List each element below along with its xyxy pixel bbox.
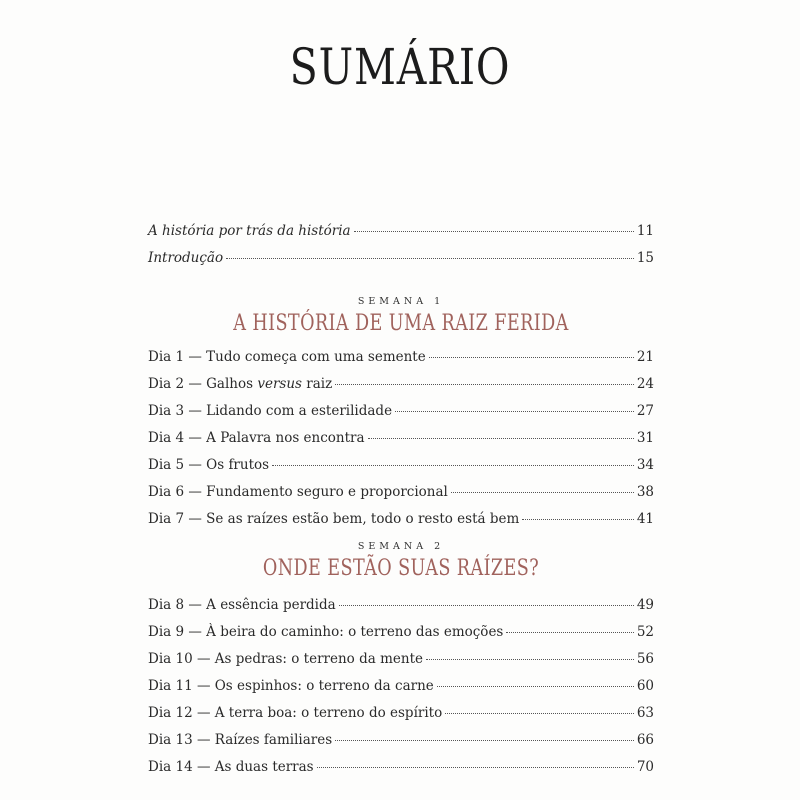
page-title: SUMÁRIO [289, 38, 511, 96]
week-label: SEMANA 2 [357, 541, 445, 552]
label-part: raiz [301, 376, 333, 392]
dot-leader [339, 605, 634, 606]
toc-entry-day-10[interactable] [148, 650, 654, 677]
dot-leader [226, 258, 634, 259]
toc-entry-day-2[interactable] [148, 375, 654, 402]
toc-entry-page: 24 [636, 376, 654, 392]
week-label: SEMANA 1 [357, 296, 445, 307]
dot-leader [317, 767, 634, 768]
toc-entry-day-4[interactable] [148, 429, 654, 456]
toc-entry-page: 60 [636, 678, 654, 694]
label-emphasis: versus [257, 376, 302, 392]
toc-entry-page: 11 [636, 223, 654, 239]
toc-entry-page: 52 [636, 624, 654, 640]
toc-entry-day-5[interactable] [148, 456, 654, 483]
toc-entry-page: 31 [636, 430, 654, 446]
toc-entry-label: Dia 11 — Os espinhos: o terreno da carne [148, 678, 434, 694]
toc-entry-introduction[interactable] [148, 249, 654, 276]
toc-entry-page: 38 [636, 484, 654, 500]
toc-entry-day-14[interactable] [148, 758, 654, 785]
dot-leader [354, 231, 634, 232]
dot-leader [395, 411, 634, 412]
toc-entry-label: Dia 13 — Raízes familiares [148, 732, 333, 748]
dot-leader [445, 713, 634, 714]
toc-entry-history[interactable] [148, 222, 654, 249]
toc-entry-day-6[interactable] [148, 483, 654, 510]
dot-leader [451, 492, 634, 493]
toc-entry-day-9[interactable] [148, 623, 654, 650]
week-1-header [148, 295, 654, 339]
toc-entry-page: 63 [636, 705, 654, 721]
week-2-section [148, 540, 654, 584]
toc-entry-label [148, 375, 332, 393]
week-title: A HISTÓRIA DE UMA RAIZ FERIDA [233, 311, 569, 336]
toc-entry-page: 49 [636, 597, 654, 613]
toc-entry-label: Dia 4 — A Palavra nos encontra [148, 430, 365, 446]
toc-entry-day-1[interactable] [148, 348, 654, 375]
toc-entry-label: Dia 14 — As duas terras [148, 759, 314, 775]
dot-leader [272, 465, 634, 466]
toc-entry-label: Dia 6 — Fundamento seguro e proporcional [148, 484, 448, 500]
toc-entry-label: Dia 9 — À beira do caminho: o terreno das emoções [148, 624, 504, 640]
dot-leader [335, 384, 634, 385]
toc-entry-page: 15 [636, 250, 654, 266]
week-1-entries [148, 348, 654, 537]
label-part: Dia 2 — Galhos [148, 376, 258, 392]
dot-leader [368, 438, 634, 439]
toc-entry-page: 27 [636, 403, 654, 419]
toc-entry-page: 66 [636, 732, 654, 748]
toc-entry-label: Dia 10 — As pedras: o terreno da mente [148, 651, 423, 667]
toc-entry-page: 56 [636, 651, 654, 667]
toc-entry-page: 34 [636, 457, 654, 473]
dot-leader [522, 519, 634, 520]
toc-entry-label: Dia 7 — Se as raízes estão bem, todo o resto está bem [148, 511, 520, 527]
dot-leader [429, 357, 634, 358]
week-2-header [148, 540, 654, 584]
toc-entry-page: 21 [636, 349, 654, 365]
week-2-entries [148, 596, 654, 785]
toc-entry-day-13[interactable] [148, 731, 654, 758]
toc-entry-day-3[interactable] [148, 402, 654, 429]
toc-entry-label: Introdução [148, 250, 224, 266]
toc-entry-label: Dia 1 — Tudo começa com uma semente [148, 349, 426, 365]
week-1-section [148, 295, 654, 339]
dot-leader [426, 659, 634, 660]
dot-leader [506, 632, 633, 633]
toc-entry-day-11[interactable] [148, 677, 654, 704]
toc-entry-day-7[interactable] [148, 510, 654, 537]
toc-entry-label: Dia 5 — Os frutos [148, 457, 270, 473]
toc-entry-label: A história por trás da história [148, 223, 351, 239]
toc-entry-label: Dia 8 — A essência perdida [148, 597, 336, 613]
toc-entry-day-8[interactable] [148, 596, 654, 623]
week-title: ONDE ESTÃO SUAS RAÍZES? [262, 556, 540, 581]
toc-entry-day-12[interactable] [148, 704, 654, 731]
toc-entry-page: 70 [636, 759, 654, 775]
front-matter-list [148, 222, 654, 276]
dot-leader [335, 740, 634, 741]
toc-entry-page: 41 [636, 511, 654, 527]
dot-leader [437, 686, 634, 687]
toc-entry-label: Dia 12 — A terra boa: o terreno do espírito [148, 705, 443, 721]
toc-entry-label: Dia 3 — Lidando com a esterilidade [148, 403, 393, 419]
